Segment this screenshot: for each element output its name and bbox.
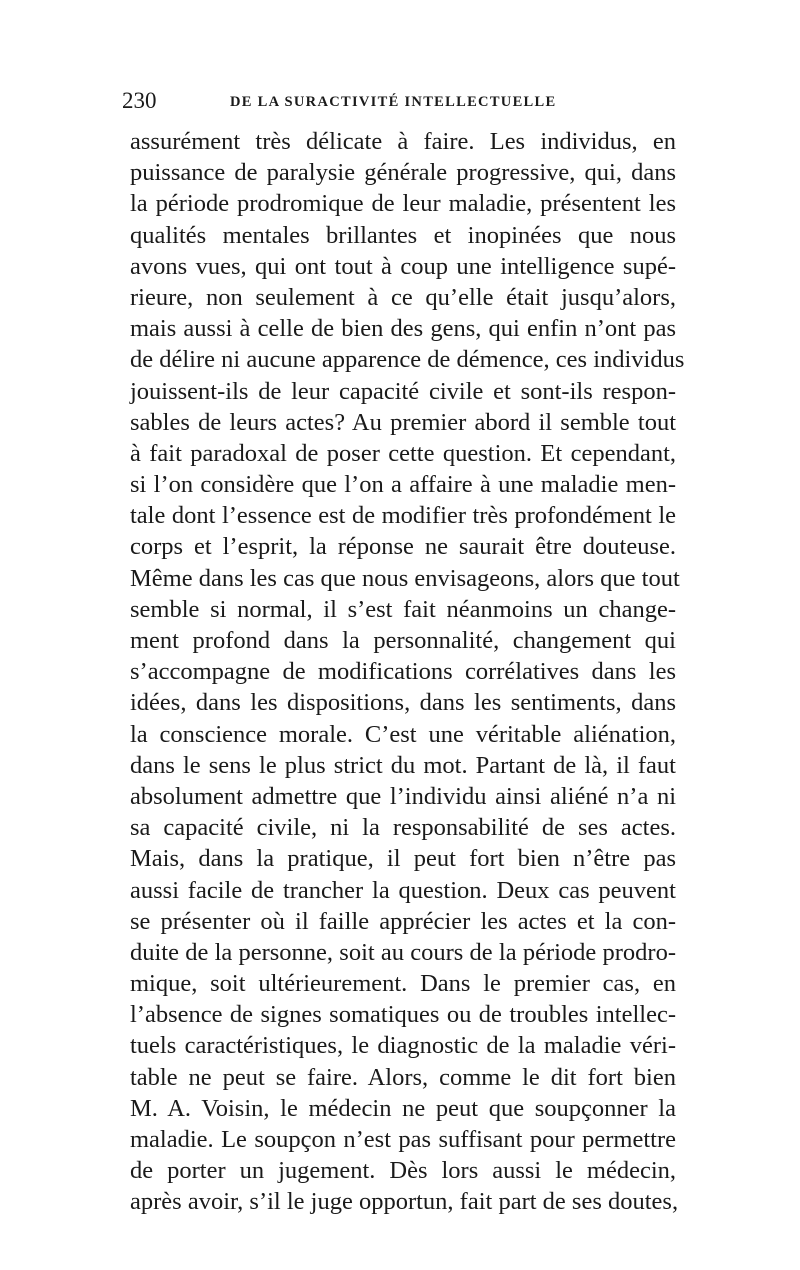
text-line: duite de la personne, soit au cours de la période prodro- [130, 938, 676, 966]
text-line: sables de leurs actes? Au premier abord il semble tout [130, 408, 676, 436]
text-line: de porter un jugement. Dès lors aussi le médecin, [130, 1157, 676, 1185]
text-line: maladie. Le soupçon n’est pas suffisant pour permettre [130, 1126, 676, 1153]
text-line: s’accompagne de modifications corrélatives dans les [130, 658, 676, 686]
text-line: Mais, dans la pratique, il peut fort bien n’être pas [130, 845, 676, 873]
text-line: si l’on considère que l’on a affaire à une maladie men- [130, 471, 676, 499]
text-line: idées, dans les dispositions, dans les sentiments, dans [130, 689, 676, 717]
text-line: semble si normal, il s’est fait néanmoins un change- [130, 595, 676, 623]
text-line: jouissent-ils de leur capacité civile et sont-ils respon- [130, 377, 676, 405]
text-line: assurément très délicate à faire. Les individus, en [130, 128, 676, 155]
text-line: aussi facile de trancher la question. Deux cas peuvent [130, 876, 676, 904]
text-line: sa capacité civile, ni la responsabilité de ses actes. [130, 814, 676, 842]
text-line: tuels caractéristiques, le diagnostic de la maladie véri- [130, 1032, 676, 1060]
text-line: puissance de paralysie générale progressive, qui, dans [130, 159, 676, 187]
text-line: absolument admettre que l’individu ainsi aliéné n’a ni [130, 782, 676, 810]
text-line: la période prodromique de leur maladie, présentent les [130, 190, 676, 218]
text-line: Même dans les cas que nous envisageons, alors que tout [130, 564, 680, 592]
text-line: à fait paradoxal de poser cette question. Et cependant, [130, 439, 676, 467]
text-line: l’absence de signes somatiques ou de troubles intellec- [130, 1001, 676, 1029]
text-line: mique, soit ultérieurement. Dans le premier cas, en [130, 970, 676, 998]
text-line: de délire ni aucune apparence de démence, ces individus [130, 346, 685, 374]
text-line: M. A. Voisin, le médecin ne peut que soupçonner la [130, 1094, 676, 1122]
text-line: après avoir, s’il le juge opportun, fait part de ses doutes, [130, 1188, 679, 1216]
text-line: mais aussi à celle de bien des gens, qui enfin n’ont pas [130, 315, 676, 343]
text-line: dans le sens le plus strict du mot. Partant de là, il faut [130, 751, 676, 779]
running-head [122, 86, 682, 116]
text-line: table ne peut se faire. Alors, comme le dit fort bien [130, 1063, 676, 1091]
text-line: la conscience morale. C’est une véritable aliénation, [130, 720, 676, 748]
text-line: corps et l’esprit, la réponse ne saurait être douteuse. [130, 533, 676, 561]
text-line: tale dont l’essence est de modifier très profondément le [130, 502, 676, 530]
body-text [130, 126, 685, 1218]
text-line: avons vues, qui ont tout à coup une intelligence supé- [130, 252, 676, 280]
page-number: 230 [122, 88, 157, 113]
text-line: rieure, non seulement à ce qu’elle était jusqu’alors, [130, 283, 676, 311]
running-title: DE LA SURACTIVITÉ INTELLECTUELLE [230, 94, 557, 110]
text-line: qualités mentales brillantes et inopinées que nous [130, 221, 676, 249]
text-line: se présenter où il faille apprécier les actes et la con- [130, 907, 676, 935]
text-line: ment profond dans la personnalité, changement qui [130, 627, 676, 654]
